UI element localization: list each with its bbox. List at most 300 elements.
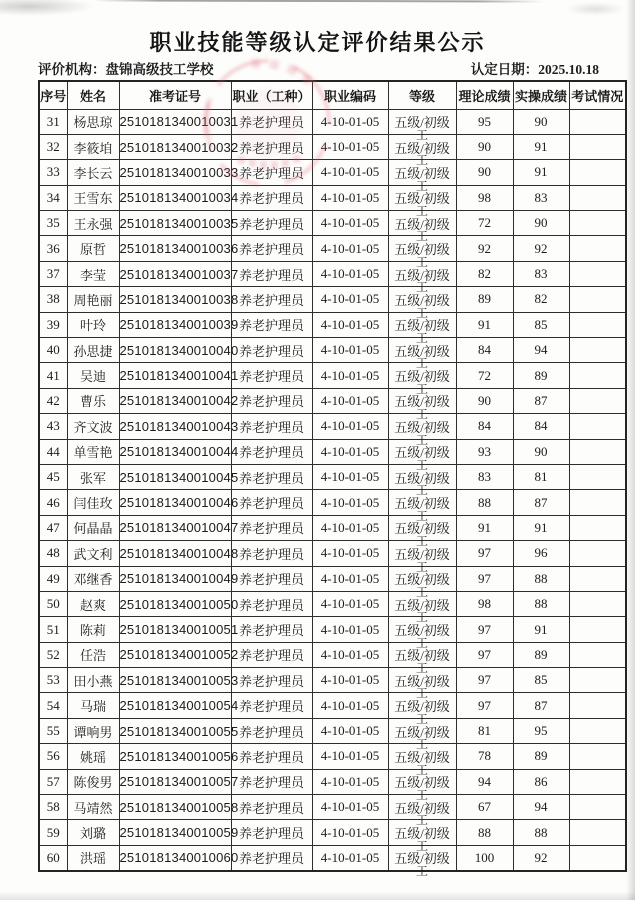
cell-occupation: 养老护理员 [231,160,312,185]
table-row [39,439,626,464]
cell-no: 38 [39,287,67,312]
col-header-exam-id: 准考证号 [119,81,231,109]
cell-practical-score: 81 [513,464,569,489]
cell-name: 何晶晶 [67,515,119,540]
cell-practical-score: 89 [513,642,569,667]
cell-practical-score: 95 [513,718,569,743]
cell-no: 34 [39,185,67,210]
cell-no: 47 [39,515,67,540]
cell-exam-id: 2510181340010034 [119,185,231,210]
table-row [39,693,626,718]
cell-occupation-code: 4-10-01-05 [312,287,388,312]
cell-occupation: 养老护理员 [231,693,312,718]
cell-occupation: 养老护理员 [231,718,312,743]
level-main-text: 五级/初级 [394,749,450,765]
cell-occupation-code: 4-10-01-05 [312,693,388,718]
cell-exam-status [569,211,626,236]
cell-exam-id: 2510181340010049 [119,566,231,591]
cell-theory-score: 100 [456,845,513,870]
level-main-text: 五级/初级 [394,343,450,359]
cell-exam-status [569,464,626,489]
cell-theory-score: 97 [456,668,513,693]
cell-occupation: 养老护理员 [231,490,312,515]
level-main-text: 五级/初级 [394,648,450,664]
cell-practical-score: 94 [513,338,569,363]
level-tail-text: 工 [415,559,429,574]
cell-theory-score: 98 [456,185,513,210]
cell-no: 46 [39,490,67,515]
level-main-text: 五级/初级 [394,267,450,283]
cell-occupation-code: 4-10-01-05 [312,617,388,642]
cell-exam-status [569,109,626,134]
level-main-text: 五级/初级 [394,724,450,740]
table-row [39,261,626,286]
cell-occupation-code: 4-10-01-05 [312,236,388,261]
cell-name: 张军 [67,464,119,489]
cell-occupation-code: 4-10-01-05 [312,211,388,236]
cell-occupation: 养老护理员 [231,338,312,363]
table-row [39,134,626,159]
cell-name: 李筱垍 [67,134,119,159]
cell-practical-score: 87 [513,693,569,718]
col-header-no: 序号 [39,81,67,109]
cell-theory-score: 91 [456,312,513,337]
cell-occupation-code: 4-10-01-05 [312,845,388,870]
level-tail-text: 工 [415,204,429,219]
table-row [39,541,626,566]
cell-occupation-code: 4-10-01-05 [312,312,388,337]
cell-occupation: 养老护理员 [231,515,312,540]
col-header-exam-status: 考试情况 [569,81,626,109]
cell-name: 武文利 [67,541,119,566]
level-tail-text: 工 [415,737,429,752]
table-row [39,160,626,185]
cell-exam-status [569,338,626,363]
cell-occupation: 养老护理员 [231,464,312,489]
cell-occupation: 养老护理员 [231,211,312,236]
cell-theory-score: 97 [456,617,513,642]
table-row [39,744,626,769]
level-tail-text: 工 [415,331,429,346]
level-tail-text: 工 [415,381,429,396]
level-main-text: 五级/初级 [394,191,450,207]
cell-exam-id: 2510181340010048 [119,541,231,566]
scan-edge-bottom [0,891,635,900]
level-main-text: 五级/初级 [394,775,450,791]
table-row [39,312,626,337]
cell-no: 36 [39,236,67,261]
cell-exam-id: 2510181340010041 [119,363,231,388]
cell-exam-id: 2510181340010055 [119,718,231,743]
level-tail-text: 工 [415,153,429,168]
level-main-text: 五级/初级 [394,394,450,410]
cell-theory-score: 78 [456,744,513,769]
cell-no: 40 [39,338,67,363]
table-row [39,185,626,210]
cell-exam-id: 2510181340010054 [119,693,231,718]
cell-occupation: 养老护理员 [231,439,312,464]
cell-practical-score: 89 [513,744,569,769]
cell-occupation-code: 4-10-01-05 [312,134,388,159]
cell-exam-id: 2510181340010033 [119,160,231,185]
cell-exam-status [569,744,626,769]
cell-theory-score: 91 [456,515,513,540]
table-row [39,845,626,870]
cell-no: 33 [39,160,67,185]
page-title: 职业技能等级认定评价结果公示 [149,30,486,55]
table-row [39,795,626,820]
cell-theory-score: 82 [456,261,513,286]
cell-practical-score: 90 [513,211,569,236]
level-main-text: 五级/初级 [394,445,450,461]
cell-no: 42 [39,388,67,413]
col-header-name: 姓名 [67,81,119,109]
cell-exam-status [569,617,626,642]
cell-theory-score: 83 [456,464,513,489]
level-main-text: 五级/初级 [394,470,450,486]
level-tail-text: 工 [415,762,429,777]
cell-theory-score: 90 [456,160,513,185]
cell-occupation-code: 4-10-01-05 [312,464,388,489]
cell-occupation: 养老护理员 [231,236,312,261]
col-header-occupation: 职业（工种） [231,81,312,109]
cell-exam-id: 2510181340010032 [119,134,231,159]
level-main-text: 五级/初级 [394,699,450,715]
cell-practical-score: 89 [513,363,569,388]
level-tail-text: 工 [415,813,429,828]
cell-practical-score: 92 [513,236,569,261]
cell-exam-status [569,591,626,616]
level-tail-text: 工 [415,534,429,549]
level-main-text: 五级/初级 [394,800,450,816]
cell-name: 马靖然 [67,795,119,820]
level-tail-text: 工 [415,305,429,320]
cell-occupation-code: 4-10-01-05 [312,439,388,464]
cell-exam-id: 2510181340010043 [119,414,231,439]
scan-smudge [565,2,625,16]
cell-name: 杨思琼 [67,109,119,134]
cell-no: 48 [39,541,67,566]
level-main-text: 五级/初级 [394,623,450,638]
cell-no: 32 [39,134,67,159]
cell-theory-score: 90 [456,134,513,159]
level-main-text: 五级/初级 [394,826,450,842]
cell-occupation: 养老护理员 [231,261,312,286]
table-row [39,490,626,515]
table-row [39,211,626,236]
cell-no: 50 [39,591,67,616]
level-tail-text: 工 [415,254,429,269]
col-header-level: 等级 [388,81,456,109]
cell-name: 闫佳玫 [67,490,119,515]
level-main-text: 五级/初级 [394,521,450,537]
cell-no: 44 [39,439,67,464]
cell-occupation-code: 4-10-01-05 [312,160,388,185]
cell-name: 姚瑶 [67,744,119,769]
cell-exam-status [569,566,626,591]
cell-name: 王永强 [67,211,119,236]
cell-practical-score: 88 [513,591,569,616]
cell-exam-id: 2510181340010053 [119,668,231,693]
evaluation-org-label: 评价机构：盘锦高级技工学校 [38,62,214,77]
level-main-text: 五级/初级 [394,216,450,232]
cell-name: 刘璐 [67,820,119,845]
level-main-text: 五级/初级 [394,242,450,258]
cell-theory-score: 84 [456,414,513,439]
level-main-text: 五级/初级 [394,597,450,613]
level-main-text: 五级/初级 [394,318,450,334]
cell-practical-score: 88 [513,820,569,845]
cell-occupation: 养老护理员 [231,134,312,159]
cell-no: 39 [39,312,67,337]
level-tail-text: 工 [415,838,429,853]
cell-occupation-code: 4-10-01-05 [312,261,388,286]
cell-exam-id: 2510181340010044 [119,439,231,464]
cell-no: 49 [39,566,67,591]
cell-level [388,109,456,142]
cell-name: 陈莉 [67,617,119,642]
level-tail-text: 工 [415,661,429,676]
table-row [39,515,626,540]
cell-exam-id: 2510181340010038 [119,287,231,312]
cell-practical-score: 87 [513,388,569,413]
cell-theory-score: 81 [456,718,513,743]
cell-exam-status [569,312,626,337]
cell-theory-score: 67 [456,795,513,820]
cell-occupation: 养老护理员 [231,109,312,134]
cell-occupation-code: 4-10-01-05 [312,769,388,794]
cell-occupation-code: 4-10-01-05 [312,490,388,515]
cell-exam-id: 2510181340010060 [119,845,231,870]
cell-practical-score: 87 [513,490,569,515]
cell-occupation: 养老护理员 [231,591,312,616]
cell-exam-status [569,439,626,464]
cell-theory-score: 94 [456,769,513,794]
cell-no: 57 [39,769,67,794]
level-main-text: 五级/初级 [394,673,450,689]
cell-exam-status [569,236,626,261]
cell-occupation-code: 4-10-01-05 [312,591,388,616]
results-table [38,80,627,878]
cell-exam-id: 2510181340010036 [119,236,231,261]
cell-exam-id: 2510181340010057 [119,769,231,794]
table-row [39,287,626,312]
cell-practical-score: 92 [513,845,569,870]
level-tail-text: 工 [415,432,429,447]
level-tail-text: 工 [415,584,429,599]
cell-exam-status [569,718,626,743]
cell-occupation: 养老护理员 [231,566,312,591]
cell-exam-id: 2510181340010035 [119,211,231,236]
cell-exam-id: 2510181340010052 [119,642,231,667]
cell-no: 55 [39,718,67,743]
level-tail-text: 工 [415,863,429,878]
level-main-text: 五级/初级 [394,369,450,385]
cell-theory-score: 93 [456,439,513,464]
cell-name: 王雪东 [67,185,119,210]
level-main-text: 五级/初级 [394,419,450,435]
cell-no: 31 [39,109,67,134]
cell-exam-status [569,795,626,820]
cell-practical-score: 91 [513,617,569,642]
cell-practical-score: 84 [513,414,569,439]
cell-name: 陈俊男 [67,769,119,794]
cell-name: 赵爽 [67,591,119,616]
cell-practical-score: 83 [513,261,569,286]
level-tail-text: 工 [415,483,429,498]
cell-exam-status [569,134,626,159]
level-main-text: 五级/初级 [394,496,450,512]
cell-occupation: 养老护理员 [231,617,312,642]
cell-practical-score: 86 [513,769,569,794]
cell-no: 43 [39,414,67,439]
col-header-theory-score: 理论成绩 [456,81,513,109]
cell-practical-score: 88 [513,566,569,591]
cell-no: 60 [39,845,67,870]
cell-no: 59 [39,820,67,845]
level-tail-text: 工 [415,788,429,803]
cell-occupation-code: 4-10-01-05 [312,388,388,413]
cell-occupation-code: 4-10-01-05 [312,795,388,820]
cell-theory-score: 92 [456,236,513,261]
cell-no: 53 [39,668,67,693]
cell-theory-score: 98 [456,591,513,616]
cell-name: 叶玲 [67,312,119,337]
cell-no: 35 [39,211,67,236]
cell-name: 曹乐 [67,388,119,413]
level-tail-text: 工 [415,610,429,625]
cell-exam-status [569,845,626,870]
cell-exam-status [569,160,626,185]
level-tail-text: 工 [415,407,429,422]
cell-occupation-code: 4-10-01-05 [312,820,388,845]
cell-exam-id: 2510181340010058 [119,795,231,820]
cell-name: 孙思捷 [67,338,119,363]
cell-practical-score: 91 [513,515,569,540]
cell-name: 齐文波 [67,414,119,439]
table-row [39,388,626,413]
cell-theory-score: 97 [456,642,513,667]
cell-occupation: 养老护理员 [231,845,312,870]
table-row [39,566,626,591]
cell-practical-score: 91 [513,160,569,185]
cell-no: 41 [39,363,67,388]
table-row [39,464,626,489]
table-row [39,414,626,439]
cell-exam-status [569,668,626,693]
cell-exam-id: 2510181340010059 [119,820,231,845]
level-main-text: 五级/初级 [394,546,450,562]
cell-theory-score: 72 [456,363,513,388]
cell-practical-score: 96 [513,541,569,566]
scan-edge-right [626,0,635,900]
level-main-text: 五级/初级 [394,292,450,308]
cell-occupation-code: 4-10-01-05 [312,109,388,134]
cell-occupation-code: 4-10-01-05 [312,185,388,210]
cell-exam-status [569,287,626,312]
cell-theory-score: 90 [456,388,513,413]
cell-name: 田小燕 [67,668,119,693]
cell-theory-score: 97 [456,541,513,566]
cell-no: 52 [39,642,67,667]
cell-exam-status [569,642,626,667]
cell-theory-score: 89 [456,287,513,312]
cell-practical-score: 90 [513,439,569,464]
cell-name: 邓继香 [67,566,119,591]
cell-occupation: 养老护理员 [231,769,312,794]
cell-occupation: 养老护理员 [231,414,312,439]
cell-occupation: 养老护理员 [231,668,312,693]
cell-practical-score: 85 [513,312,569,337]
cell-no: 58 [39,795,67,820]
table-row [39,109,626,134]
level-tail-text: 工 [415,127,429,142]
level-main-text: 五级/初级 [394,140,450,156]
cell-theory-score: 97 [456,693,513,718]
cell-occupation: 养老护理员 [231,287,312,312]
cell-practical-score: 85 [513,668,569,693]
level-main-text: 五级/初级 [394,851,450,867]
cell-name: 周艳丽 [67,287,119,312]
cell-name: 任浩 [67,642,119,667]
cell-occupation-code: 4-10-01-05 [312,668,388,693]
cell-occupation: 养老护理员 [231,185,312,210]
cell-theory-score: 72 [456,211,513,236]
table-row [39,236,626,261]
cell-occupation: 养老护理员 [231,388,312,413]
cell-occupation-code: 4-10-01-05 [312,718,388,743]
cell-practical-score: 83 [513,185,569,210]
cell-occupation: 养老护理员 [231,363,312,388]
cell-exam-status [569,515,626,540]
level-tail-text: 工 [415,711,429,726]
level-main-text: 五级/初级 [394,572,450,588]
cell-no: 45 [39,464,67,489]
cell-no: 51 [39,617,67,642]
scan-artifact-line [92,0,544,3]
cell-occupation-code: 4-10-01-05 [312,642,388,667]
cell-occupation: 养老护理员 [231,642,312,667]
level-main-text: 五级/初级 [394,165,450,181]
cell-theory-score: 95 [456,109,513,134]
cell-occupation: 养老护理员 [231,795,312,820]
cell-theory-score: 84 [456,338,513,363]
meta-row [38,58,599,78]
cell-occupation: 养老护理员 [231,820,312,845]
table-row [39,591,626,616]
cell-occupation: 养老护理员 [231,744,312,769]
cell-occupation-code: 4-10-01-05 [312,363,388,388]
cell-theory-score: 88 [456,820,513,845]
cell-exam-status [569,820,626,845]
cell-occupation-code: 4-10-01-05 [312,541,388,566]
level-tail-text: 工 [415,229,429,244]
cell-name: 李莹 [67,261,119,286]
cell-exam-id: 2510181340010039 [119,312,231,337]
table-row [39,769,626,794]
level-tail-text: 工 [415,457,429,472]
cell-occupation-code: 4-10-01-05 [312,566,388,591]
cell-practical-score: 94 [513,795,569,820]
results-table-body [39,109,626,878]
level-tail-text: 工 [415,178,429,193]
level-main-text: 五级/初级 [394,115,450,131]
level-tail-text: 工 [415,280,429,295]
table-row [39,642,626,667]
cell-practical-score: 90 [513,109,569,134]
cell-name: 马瑞 [67,693,119,718]
cell-exam-id: 2510181340010037 [119,261,231,286]
